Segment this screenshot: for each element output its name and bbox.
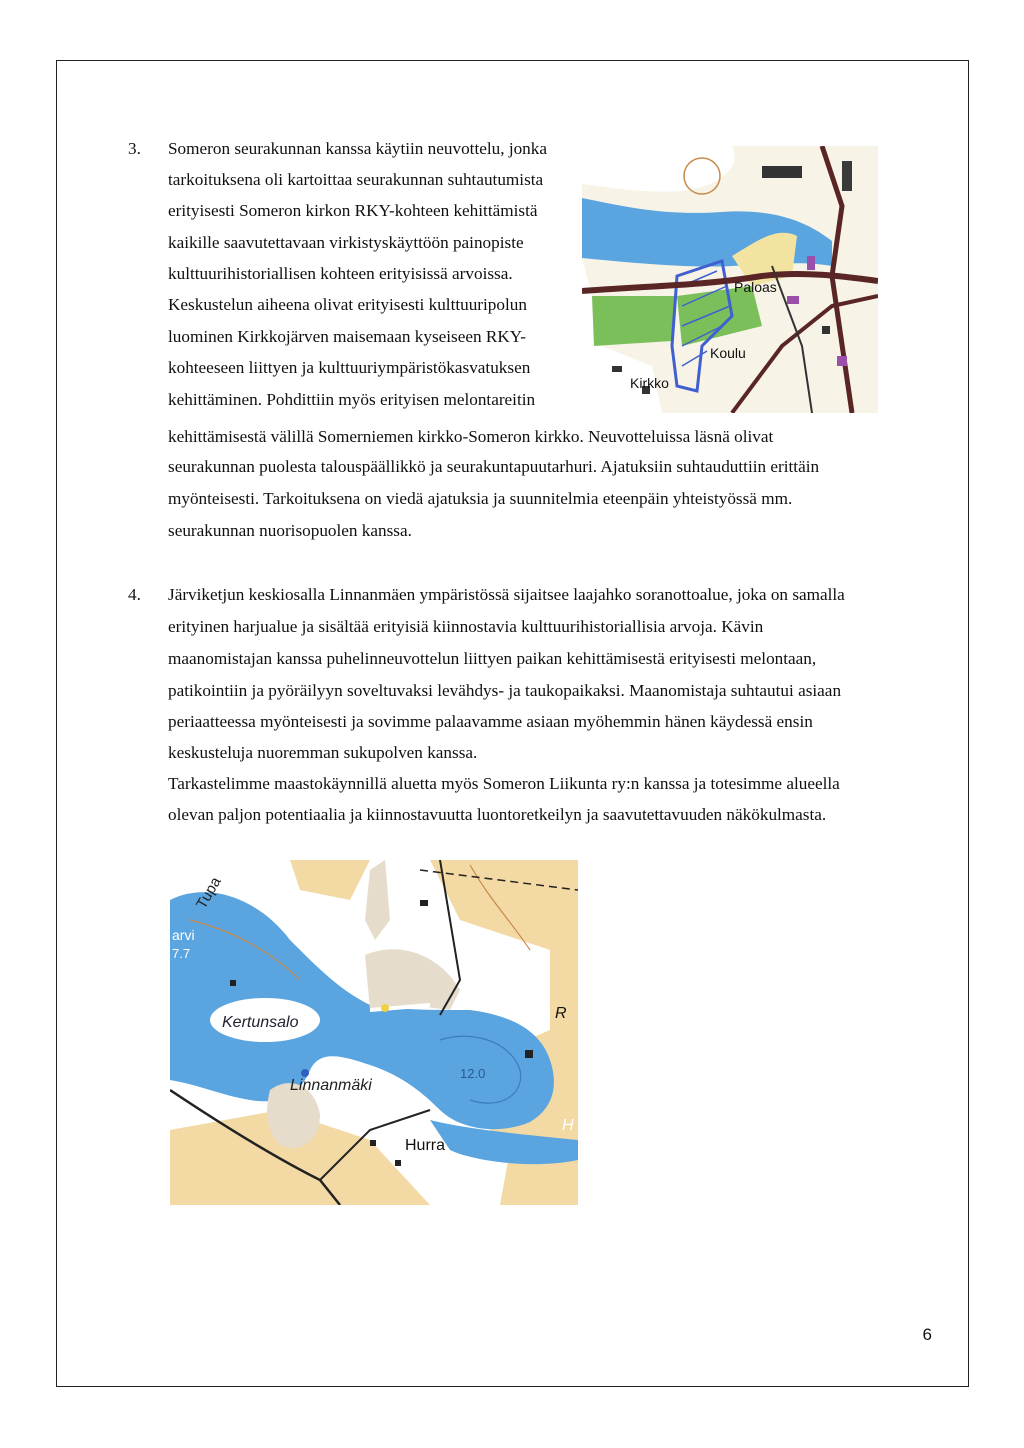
text-line: maanomistajan kanssa puhelinneuvottelun liittyen paikan kehittämisestä erityisesti melontaan, <box>168 649 817 668</box>
map-label-paloasema: Paloas <box>734 279 777 295</box>
page-number: 6 <box>922 1325 932 1344</box>
text-line: seurakunnan puolesta talouspäällikkö ja seurakuntapuutarhuri. Ajatuksiin suhtauduttiin erittäin <box>168 457 820 476</box>
text-line: Tarkastelimme maastokäynnillä aluetta myös Someron Liikunta ry:n kanssa ja totesimme alueella <box>168 774 840 793</box>
text-line: myönteisesti. Tarkoituksena on viedä ajatuksia ja suunnitelmia eteenpäin yhteistyössä mm. <box>168 489 793 508</box>
text-line: luominen Kirkkojärven maisemaan kyseiseen RKY- <box>168 327 526 346</box>
map-label-r: R <box>555 1005 567 1022</box>
text-line: kohteeseen liittyen ja kulttuuriympäristökasvatuksen <box>168 358 531 377</box>
text-line: erityinen harjualue ja sisältää erityisiä kiinnostavia kulttuurihistoriallisia arvoja. Kävin <box>168 617 764 636</box>
text-line: olevan paljon potentiaalia ja kiinnostavuutta luontoretkeilyn ja saavutettavuuden näkökulmasta. <box>168 805 827 824</box>
text-line: Järviketjun keskiosalla Linnanmäen ympäristössä sijaitsee laajahko soranottoalue, joka on samalla <box>168 585 845 604</box>
text-line: erityisesti Someron kirkon RKY-kohteen kehittämistä <box>168 201 538 220</box>
section-4-number: 4. <box>128 585 141 604</box>
text-line: Someron seurakunnan kanssa käytiin neuvottelu, jonka <box>168 139 547 158</box>
text-line: seurakunnan nuorisopuolen kanssa. <box>168 521 412 540</box>
church-area-map <box>582 146 878 413</box>
map-label-tupa: Tupa <box>193 874 225 912</box>
linnanmaki-area-map <box>170 860 578 1205</box>
map-label-kirkko: Kirkko <box>630 375 669 391</box>
map-label-hurra: Hurra <box>405 1137 446 1154</box>
map-label-depth-2: 7.7 <box>172 946 191 961</box>
text-line: kulttuurihistoriallisen kohteen erityisissä arvoissa. <box>168 264 513 283</box>
text-line: kaikille saavutettavaan virkistyskäyttöön painopiste <box>168 233 524 252</box>
text-line: tarkoituksena oli kartoittaa seurakunnan suhtautumista <box>168 170 544 189</box>
text-line: patikointiin ja pyöräilyyn soveltuvaksi levähdys- ja taukopaikaksi. Maanomistaja suhtautui asiaan <box>168 681 842 700</box>
map-label-linnanmaki: Linnanmäki <box>290 1077 372 1094</box>
text-line: Keskustelun aiheena olivat erityisesti kulttuuripolun <box>168 295 527 314</box>
text-line: kehittäminen. Pohdittiin myös erityisen melontareitin <box>168 390 536 409</box>
text-line: kehittämisestä välillä Somerniemen kirkko-Someron kirkko. Neuvotteluissa läsnä olivat <box>168 427 774 446</box>
text-line: keskusteluja nuoremman sukupolven kanssa. <box>168 743 478 762</box>
section-3-number: 3. <box>128 139 141 158</box>
map-label-koulu: Koulu <box>710 345 746 361</box>
text-line: periaatteessa myönteisesti ja sovimme palaavamme asiaan myöhemmin hänen käydessä ensin <box>168 712 813 731</box>
map-label-kertunsalo: Kertunsalo <box>222 1014 299 1031</box>
map-label-h: H <box>562 1117 574 1134</box>
map-label-jarvi: arvi <box>172 927 195 943</box>
map-label-depth: 12.0 <box>460 1066 486 1081</box>
